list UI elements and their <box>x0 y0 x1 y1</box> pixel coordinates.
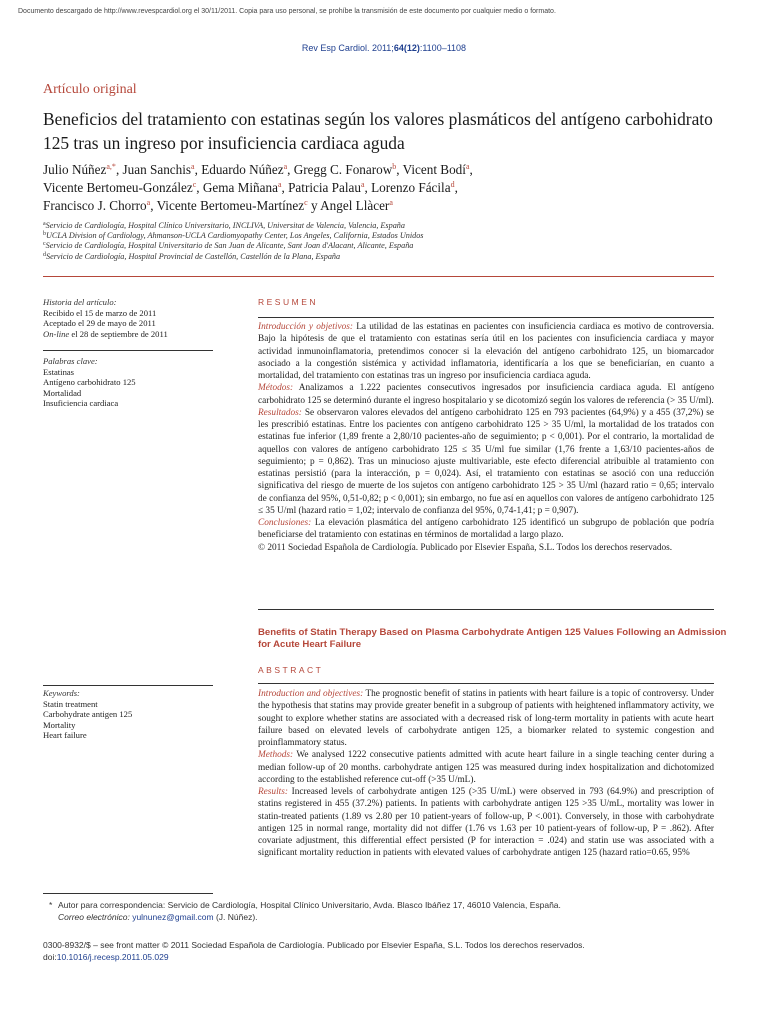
affiliation-text: Servicio de Cardiología, Hospital Universitario de San Juan de Alicante, Sant Joan d'Alacant, Alicante, España <box>45 241 414 251</box>
author-affil-sup[interactable]: a <box>191 162 195 171</box>
resumen-divider <box>258 317 714 318</box>
author-name: Vicente Bertomeu-González <box>43 180 193 195</box>
resumen-results: Se observaron valores elevados del antígeno carbohidrato 125 en 793 pacientes (64,9%) y a 455 (37,2%) se les prescribió estatinas. Entre los pacientes con antígeno carbohidrato 125 > 35 U/ml, la mortalidad de los tratados con estatinas fue inferior (1,89 frente a 2,80/10 pacientes-año de seguimiento; p < 0,001). Por el contrario, la mortalidad de aquellos con valores de antígeno carbohidrato 125 ≤ 35 U/ml fue similar (1,76 frente a 1,63/10 pacientes-años de seguimiento; p = 0,862). Tras un minucioso ajuste multivariable, este efecto diferencial atribuible al tratamiento con estatinas persistió (para la interacción, p = 0,024). Así, el tratamiento con estatinas se asoció con una reducción significativa del riesgo de muerte de los sujetos con antígeno carbohidrato 125 > 35 U/ml (hazard ratio = 0,65; intervalo de confianza del 95%, 0,51-0,82; p < 0,001); sin embargo, no fue así en aquellos con valores de antígeno carbohidrato 125 ≤ 35 U/ml (hazard ratio = 1,02; intervalo de confianza del 95%, 0,74-1,41; p = 0,907). <box>258 407 714 516</box>
abstract-divider <box>258 683 714 684</box>
abstract-intro-label: Introduction and objectives: <box>258 689 364 699</box>
keywords-en-heading: Keywords: <box>43 688 80 698</box>
keywords-en-top-divider <box>43 685 213 686</box>
author-name: Vicente Bertomeu-Martínez <box>156 198 305 213</box>
journal-name: Rev Esp Cardiol. 2011; <box>301 43 394 53</box>
author-affil-sup[interactable]: d <box>450 180 455 189</box>
abstract-intro: The prognostic benefit of statins in patients with heart failure is a topic of controversy. Under the hypothesis that statins may provide greater benefit in a subgroup of patients with heightened inflammatory activity, we sought to explore whether statins are associated with a decreased risk of long-term mortality in patients with acute heart failure based on elevated levels of carbohydrate antigen 125, a biomarker related to systemic congestion and proinflammatory status. <box>258 689 714 748</box>
abstract-body <box>258 688 714 876</box>
keyword-item: Insuficiencia cardiaca <box>43 398 119 409</box>
affiliation-sup: a <box>43 221 46 227</box>
author-separator: , <box>454 180 458 195</box>
abstract-heading: ABSTRACT <box>258 665 324 675</box>
journal-citation[interactable] <box>0 43 768 53</box>
resumen-heading: RESUMEN <box>258 297 319 307</box>
history-heading: Historia del artículo: <box>43 297 117 307</box>
author-separator: , <box>364 180 372 195</box>
author-separator: , <box>281 180 289 195</box>
history-accepted: Aceptado el 29 de mayo de 2011 <box>43 318 156 329</box>
author-separator: , <box>196 180 203 195</box>
doi-prefix: doi: <box>43 952 57 962</box>
keyword-item: Antígeno carbohidrato 125 <box>43 377 136 388</box>
article-title: Beneficios del tratamiento con estatinas según los valores plasmáticos del antígeno carbohidrato 125 tras un ingreso por insuficiencia cardiaca aguda <box>43 109 713 153</box>
affiliation-item <box>43 241 733 251</box>
author-name: Francisco J. Chorro <box>43 198 147 213</box>
author-affil-sup[interactable]: b <box>392 162 397 171</box>
author-list <box>43 161 743 215</box>
keywords-en <box>43 688 233 741</box>
author-affil-sup[interactable]: a <box>146 198 151 207</box>
affiliation-item <box>43 221 733 231</box>
abstract-methods-label: Methods: <box>258 750 294 761</box>
author-affil-sup[interactable]: c <box>304 198 308 207</box>
abstract-results-label: Results: <box>258 787 288 797</box>
resumen-methods-label: Métodos: <box>258 383 294 394</box>
abstract-methods: We analysed 1222 consecutive patients admitted with acute heart failure in a single teaching center during a median follow-up of 20 months. carbohydrate antigen 125 was measured during index hospitalization and dichotomized according to the established reference cut-off (>35 U/mL). <box>258 750 714 785</box>
affiliation-text: Servicio de Cardiología, Hospital Clínico Universitario, INCLIVA, Universitat de Valencia, Valencia, España <box>45 221 405 230</box>
author-separator: , <box>194 162 202 177</box>
issn-line: 0300-8932/$ – see front matter © 2011 Sociedad Española de Cardiología. Publicado por Elsevier España, S.L. Todos los derechos reservados. <box>43 940 585 950</box>
affiliation-sup: b <box>43 231 46 238</box>
resumen-intro: La utilidad de las estatinas en pacientes con insuficiencia cardiaca es motivo de controversia. Bajo la hipótesis de que el tratamiento con estatinas sería útil en los pacientes con insuficiencia cardiaca y mayor actividad inmunoinflamatoria, pretendimos conocer si la elevación del antígeno carbohidrato 125, un biomarcador asociado a la congestión sistémica y actividad inflamatoria, identificaría a los que se beneficiarían, en cuanto a mortalidad, del tratamiento con estatinas tras un ingreso por insuficiencia cardiaca aguda. <box>258 322 714 381</box>
keyword-item: Mortality <box>43 719 76 730</box>
author-affil-sup[interactable]: a <box>283 162 288 171</box>
author-separator: , <box>287 162 294 177</box>
article-history <box>43 297 233 339</box>
journal-volume: 64 <box>393 43 404 53</box>
keyword-item: Estatinas <box>43 366 75 377</box>
author-separator: , <box>396 162 403 177</box>
author-name: Julio Núñez <box>43 162 107 177</box>
author-name: Patricia Palau <box>288 180 361 195</box>
affiliation-item <box>43 252 733 262</box>
footnote-star: * <box>49 900 53 910</box>
author-separator: , <box>115 162 123 177</box>
affiliations <box>43 221 733 262</box>
publication-info <box>43 939 733 963</box>
affiliation-sup: d <box>43 251 46 258</box>
english-title: Benefits of Statin Therapy Based on Plasma Carbohydrate Antigen 125 Values Following an Admission for Acute Heart Failure <box>258 627 727 650</box>
keyword-item: Mortalidad <box>43 387 82 398</box>
abstract-results: Increased levels of carbohydrate antigen 125 (>35 U/mL) were observed in 793 (64.9%) and prescription of statins registered in 455 (37.2%) patients. In patients with carbohydrate antigen 125 >35 U/mL, mortality was lower in statin-treated patients (1.89 vs 2.80 per 10 patient-years of follow-up, P <.001). Conversely, in those with carbohydrate antigen 125 in normal range, mortality did not differ (1.76 vs 1.63 per 10 patient-years of follow-up, P = .862). After covariate adjustment, this differential effect persisted (P for interaction = .024) and statin use was associated with a significant mortality reduction in patients with elevated values of carbohydrate antigen 125 (hazard ratio=0.65, 95% <box>258 787 714 859</box>
resumen-results-label: Resultados: <box>258 407 302 418</box>
affiliation-text: UCLA Division of Cardiology, Ahmanson-UCLA Cardiomyopathy Center, Los Angeles, California, Estados Unidos <box>46 231 424 241</box>
footnote-email-suffix: (J. Núñez). <box>213 911 258 922</box>
author-name: Gregg C. Fonarow <box>293 162 393 177</box>
article-type: Artículo original <box>43 82 137 97</box>
keywords-es-heading: Palabras clave: <box>43 356 98 366</box>
header-divider <box>43 276 714 277</box>
email-link[interactable]: yulnunez@gmail.com <box>132 911 214 922</box>
affiliation-text: Servicio de Cardiología, Hospital Provincial de Castellón, Castellón de la Plana, España <box>46 251 341 261</box>
author-name: Angel Llàcer <box>320 198 390 213</box>
history-online-label: On-line <box>43 328 70 339</box>
author-affil-sup[interactable]: a,* <box>106 162 116 171</box>
footnote-divider <box>43 893 213 894</box>
author-affil-sup[interactable]: a <box>360 180 365 189</box>
author-name: Juan Sanchis <box>122 162 192 177</box>
resumen-end-divider <box>258 609 714 610</box>
history-received: Recibido el 15 de marzo de 2011 <box>43 307 157 318</box>
author-separator: , <box>150 198 157 213</box>
author-affil-sup[interactable]: c <box>192 180 197 189</box>
affiliation-item <box>43 231 733 241</box>
footnote-email-label: Correo electrónico: <box>58 911 130 922</box>
author-separator: y <box>307 198 321 213</box>
affiliation-sup: c <box>43 241 46 248</box>
history-online: el 28 de septiembre de 2011 <box>69 328 168 339</box>
author-name: Gema Miñana <box>202 180 278 195</box>
download-notice: Documento descargado de http://www.revespcardiol.org el 30/11/2011. Copia para uso personal, se prohíbe la transmisión de este documento por cualquier medio o formato. <box>18 8 556 15</box>
correspondence-footnote <box>49 900 718 923</box>
footnote-author: Autor para correspondencia: Servicio de Cardiología, Hospital Clínico Universitario, Avda. Blasco Ibáñez 17, 46010 Valencia, España. <box>58 900 561 910</box>
keyword-item: Statin treatment <box>43 698 98 709</box>
resumen-body <box>258 321 714 554</box>
keyword-item: Carbohydrate antigen 125 <box>43 709 133 720</box>
author-affil-sup[interactable]: a <box>465 162 470 171</box>
doi-link[interactable]: 10.1016/j.recesp.2011.05.029 <box>56 952 169 962</box>
author-separator: , <box>469 162 473 177</box>
resumen-intro-label: Introducción y objetivos: <box>258 322 353 332</box>
resumen-concl-label: Conclusiones: <box>258 518 312 528</box>
keywords-es <box>43 356 233 409</box>
history-divider <box>43 350 213 351</box>
author-affil-sup[interactable]: a <box>277 180 282 189</box>
author-name: Eduardo Núñez <box>201 162 284 177</box>
keyword-item: Heart failure <box>43 730 87 741</box>
resumen-methods: Analizamos a 1.222 pacientes consecutivos ingresados por insuficiencia cardiaca aguda. El antígeno carbohidrato 125 se determinó durante el ingreso hospitalario y se dicotomizó según los valores de referencia (> 35 U/ml). <box>258 383 714 406</box>
journal-pages: :1100–1108 <box>419 43 467 53</box>
journal-issue: (12) <box>403 43 420 53</box>
author-name: Lorenzo Fácila <box>371 180 451 195</box>
resumen-copyright: © 2011 Sociedad Española de Cardiología. Publicado por Elsevier España, S.L. Todos los derechos reservados. <box>258 542 673 553</box>
author-affil-sup[interactable]: a <box>389 198 393 207</box>
author-name: Vicent Bodí <box>402 162 466 177</box>
resumen-concl: La elevación plasmática del antígeno carbohidrato 125 identificó un subgrupo de población que podría beneficiarse del tratamiento con estatinas en términos de mortalidad a largo plazo. <box>258 518 714 541</box>
